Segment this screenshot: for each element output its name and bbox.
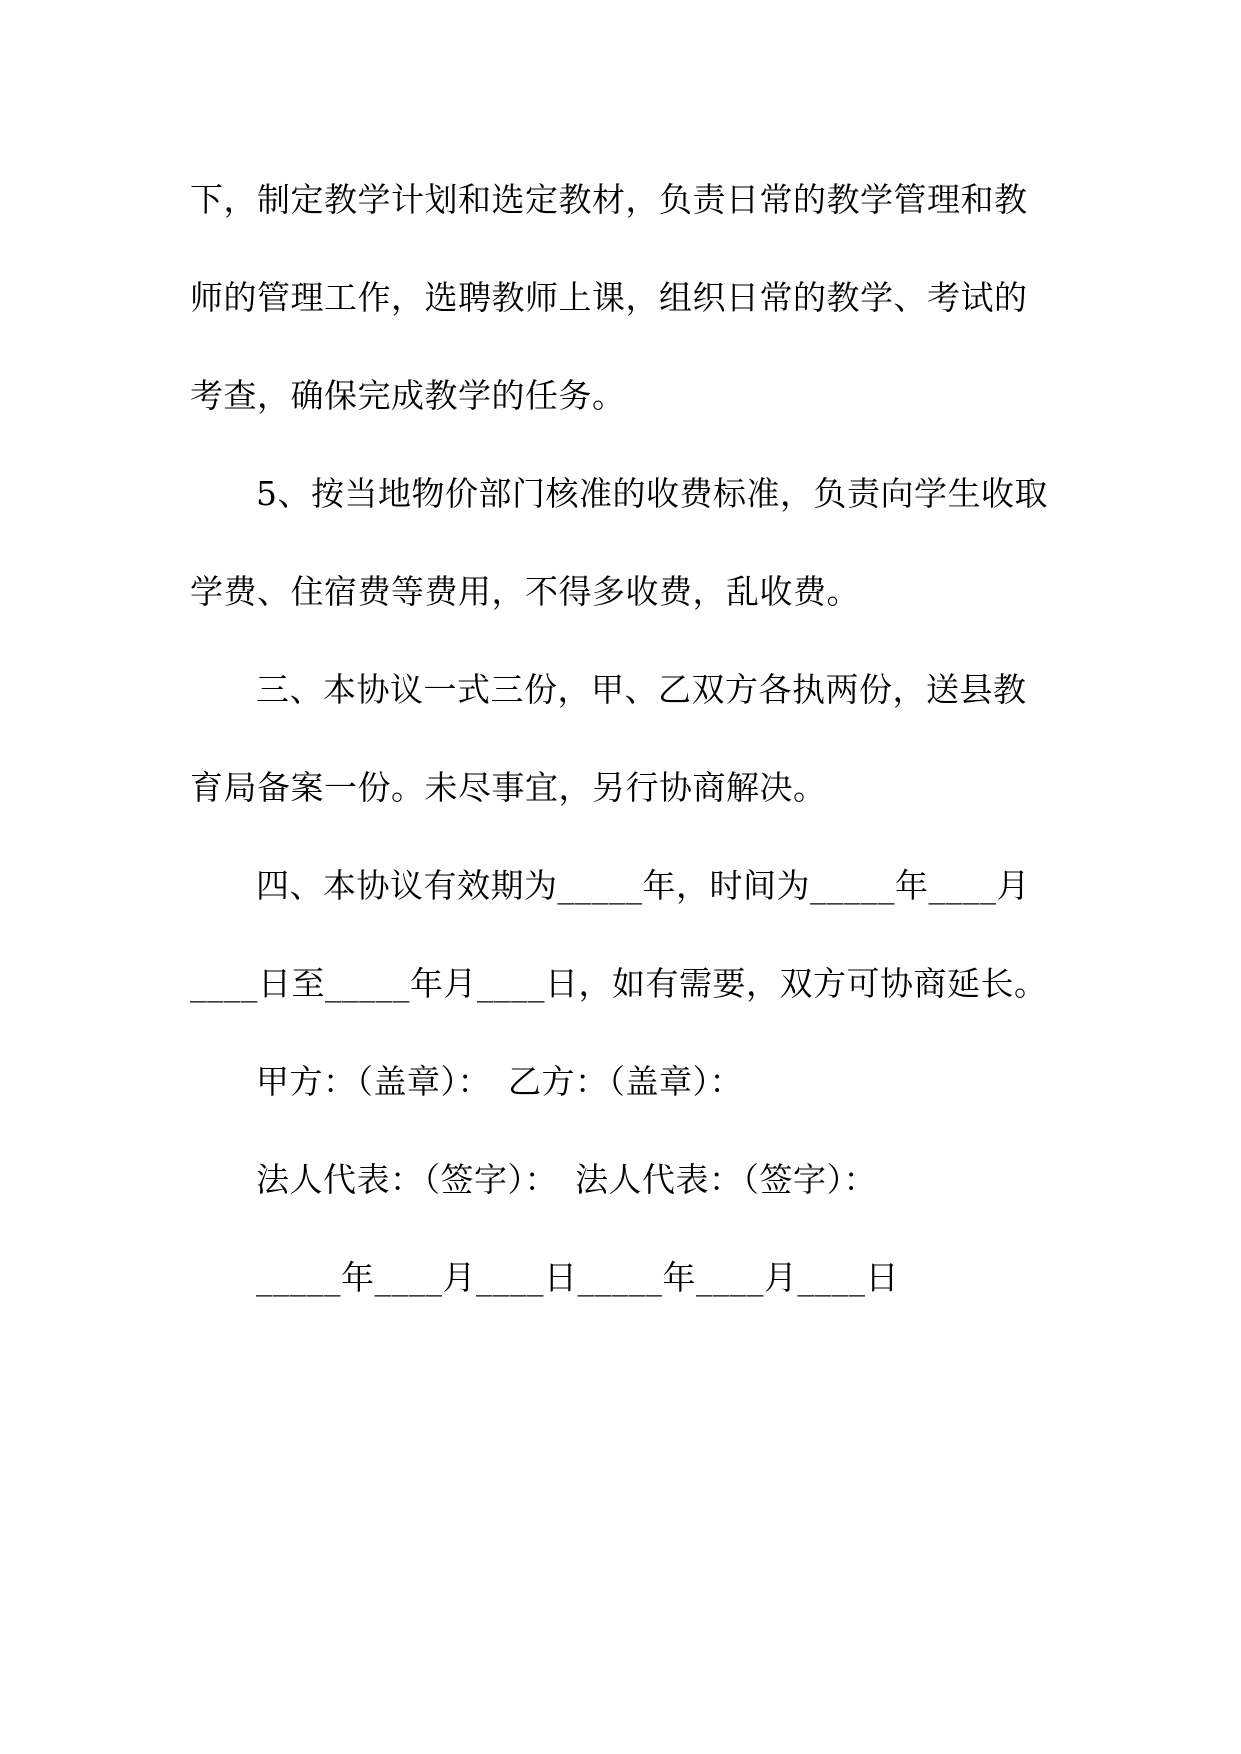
paragraph-line: 三、本协议一式三份，甲、乙双方各执两份，送县教 bbox=[256, 670, 1027, 709]
paragraph-line: ____日至_____年月____日，如有需要，双方可协商延长。 bbox=[190, 964, 1048, 1003]
signature-parties-line: 甲方：（盖章）： 乙方：（盖章）： bbox=[256, 1062, 743, 1101]
paragraph-line: 学费、住宿费等费用，不得多收费，乱收费。 bbox=[190, 572, 860, 611]
signature-representatives-line: 法人代表：（签字）： 法人代表：（签字）： bbox=[256, 1160, 877, 1199]
paragraph-line: 四、本协议有效期为_____年，时间为_____年____月 bbox=[256, 866, 1030, 905]
paragraph-line: 育局备案一份。未尽事宜，另行协商解决。 bbox=[190, 768, 827, 807]
paragraph-line: 下，制定教学计划和选定教材，负责日常的教学管理和教 bbox=[190, 180, 1028, 219]
paragraph-line: 5、按当地物价部门核准的收费标准，负责向学生收取 bbox=[256, 474, 1048, 513]
paragraph-line: 师的管理工作，选聘教师上课，组织日常的教学、考试的 bbox=[190, 278, 1028, 317]
paragraph-line: 考查，确保完成教学的任务。 bbox=[190, 376, 626, 415]
signature-dates-line: _____年____月____日_____年____月____日 bbox=[256, 1258, 899, 1297]
